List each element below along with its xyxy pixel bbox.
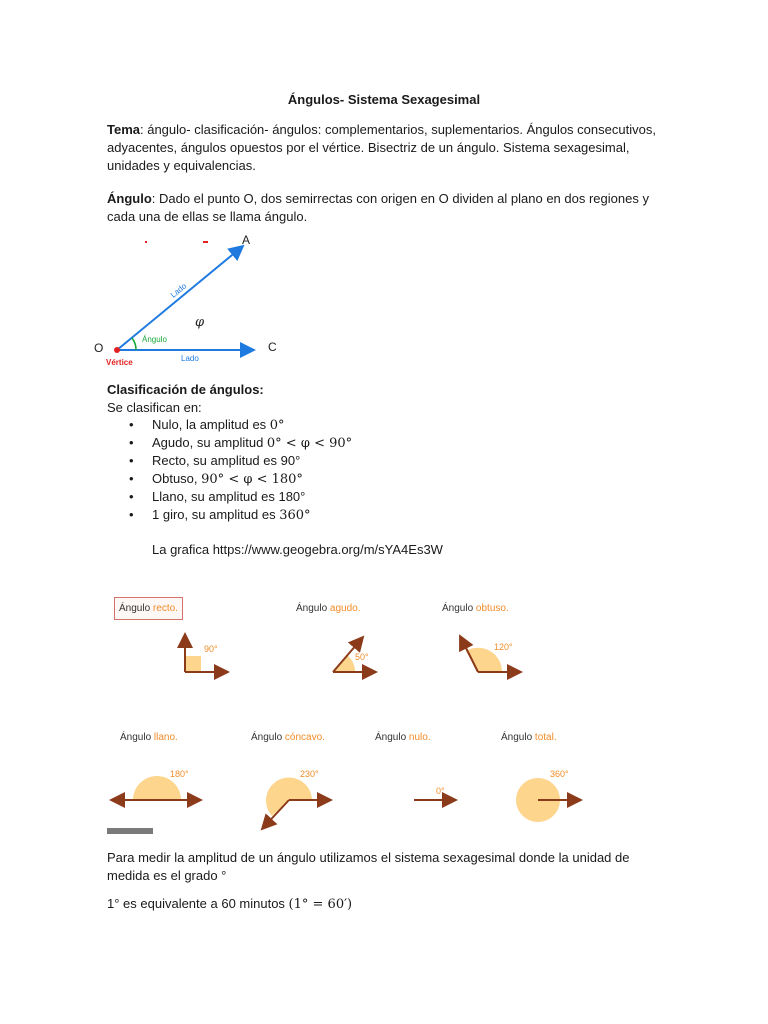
list-item: • Obtuso, 90° < φ < 180° (107, 470, 607, 488)
red-mark (203, 241, 208, 243)
ray-oa (117, 246, 243, 350)
llano-title: Ángulo llano. (120, 732, 178, 743)
clasificacion-list (107, 416, 607, 524)
total-degrees: 360° (550, 769, 569, 779)
vertice-label: Vértice (106, 358, 133, 367)
nulo-title: Ángulo nulo. (375, 732, 431, 743)
list-item: • 1 giro, su amplitud es 360° (107, 506, 607, 524)
point-a-label: A (242, 233, 251, 247)
recto-title: Ángulo recto. (114, 597, 183, 620)
nulo-degrees: 0° (436, 786, 445, 796)
lado-upper-label: Lado (168, 281, 189, 300)
concavo-degrees: 230° (300, 769, 319, 779)
grafica-link[interactable]: La grafica https://www.geogebra.org/m/sYA4Es3W (152, 542, 443, 557)
list-item: • Recto, su amplitud es 90° (107, 452, 607, 470)
llano-fill (133, 776, 181, 800)
tema-text: : ángulo- clasificación- ángulos: complementarios, suplementarios. Ángulos consecutivos, adyacentes, ángulos opuestos por el vértice. Bisectriz de un ángulo. Sistema sexagesimal, unidades y equivalencias. (107, 122, 656, 173)
point-c-label: C (268, 340, 277, 354)
obtuso-title: Ángulo obtuso. (442, 603, 509, 614)
concavo-title: Ángulo cóncavo. (251, 732, 325, 743)
page-title: Ángulos- Sistema Sexagesimal (287, 92, 481, 107)
agudo-title: Ángulo agudo. (296, 603, 361, 614)
recto-degrees: 90° (204, 644, 218, 654)
recto-fill (185, 656, 201, 672)
angulo-text: : Dado el punto O, dos semirrectas con origen en O dividen al plano en dos regiones y cada una de ellas se llama ángulo. (107, 191, 649, 224)
phi-label: φ (195, 315, 205, 330)
angle-diagram (90, 228, 290, 373)
image-edge-bar (107, 828, 153, 834)
agudo-degrees: 50° (355, 652, 369, 662)
angulo-label: Ángulo (142, 335, 167, 344)
tema-label: Tema (107, 122, 140, 137)
concavo-fill (266, 778, 312, 816)
angle-types-figure (0, 620, 768, 840)
vertex-dot (114, 347, 120, 353)
point-o-label: O (94, 341, 104, 355)
obtuso-degrees: 120° (494, 642, 513, 652)
clasificacion-heading: Clasificación de ángulos: (107, 382, 264, 397)
llano-degrees: 180° (170, 769, 189, 779)
list-item: • Agudo, su amplitud 0° < φ < 90° (107, 434, 607, 452)
angulo-definition (107, 190, 667, 226)
clasificacion-intro: Se clasifican en: (107, 400, 202, 415)
angulo-label: Ángulo (107, 191, 152, 206)
lado-lower-label: Lado (181, 354, 199, 363)
red-mark (145, 241, 147, 243)
clasificacion-section (107, 381, 667, 417)
angle-arc (132, 338, 136, 350)
equivalencia-paragraph: 1° es equivalente a 60 minutos (1° = 60′) (107, 896, 353, 912)
list-item: • Nulo, la amplitud es 0° (107, 416, 607, 434)
medir-paragraph: Para medir la amplitud de un ángulo utilizamos el sistema sexagesimal donde la unidad de medida es el grado ° (107, 850, 630, 883)
tema-paragraph (107, 121, 667, 175)
list-item: • Llano, su amplitud es 180° (107, 488, 607, 506)
total-title: Ángulo total. (501, 732, 557, 743)
